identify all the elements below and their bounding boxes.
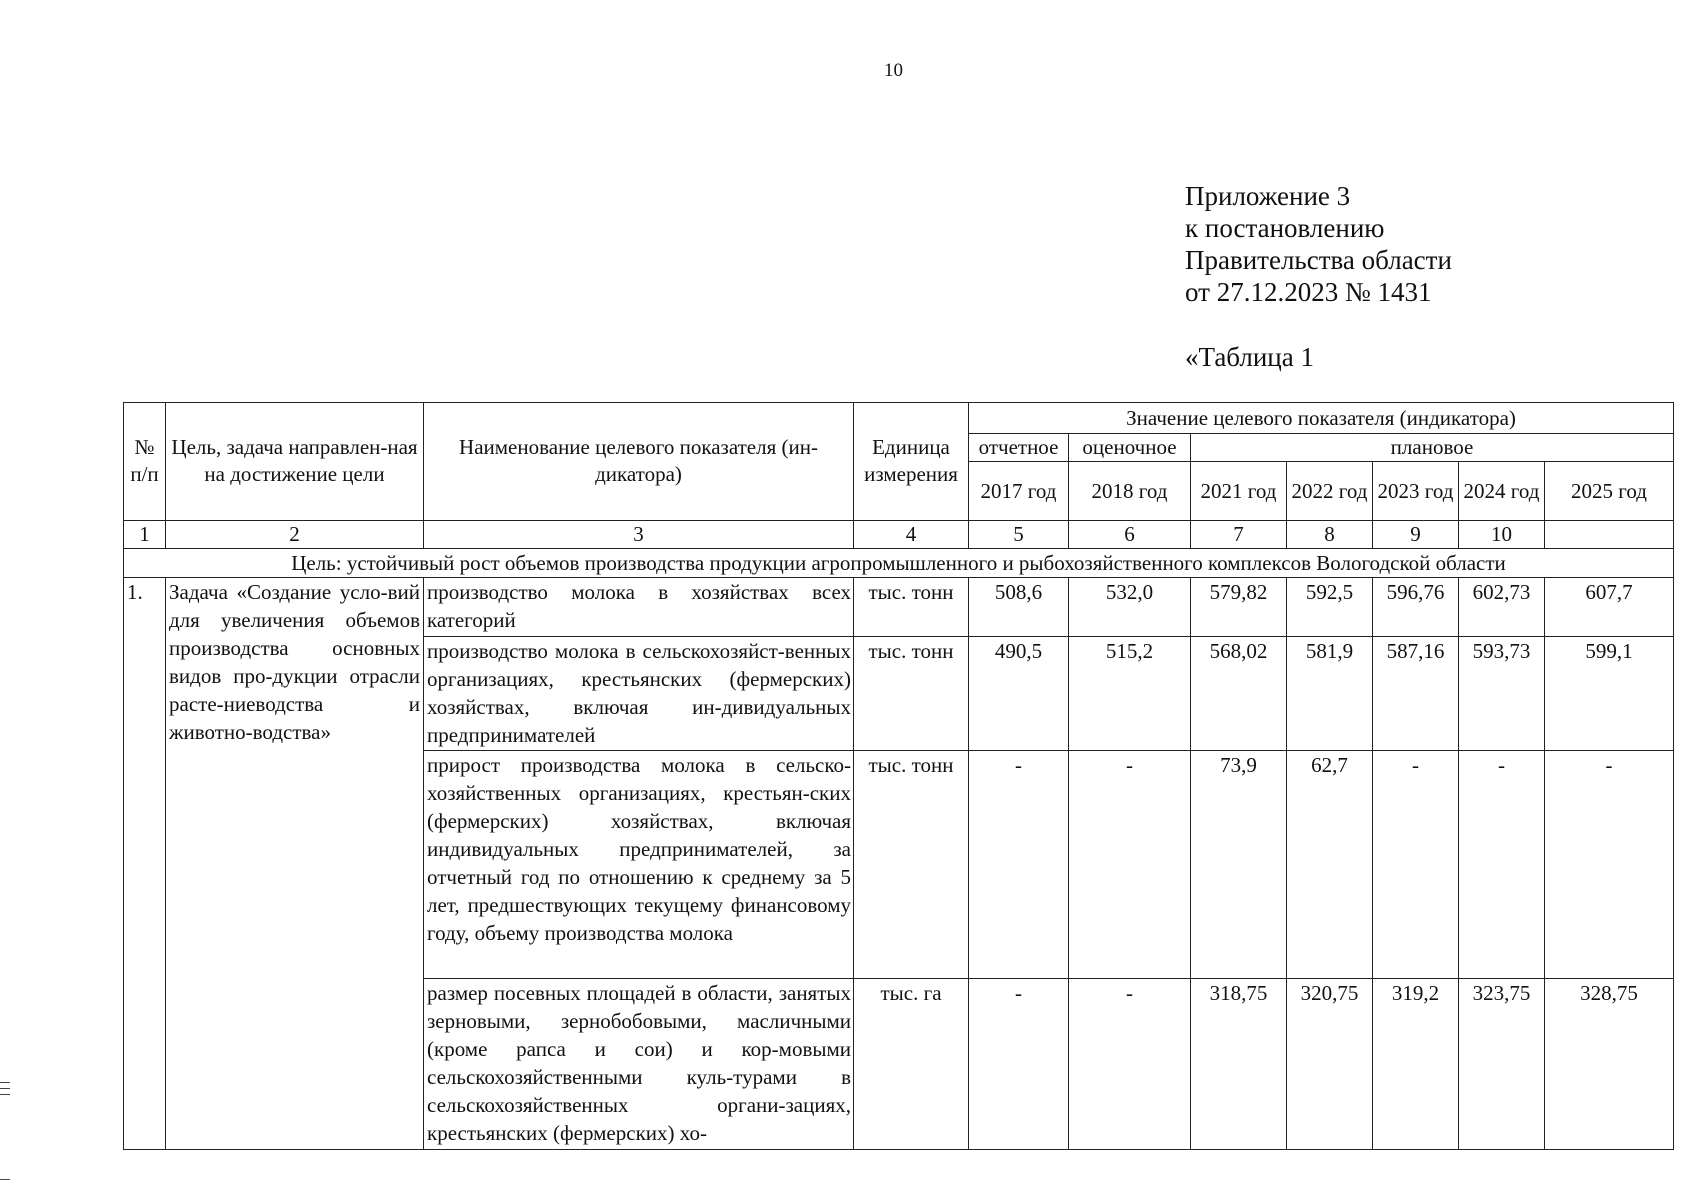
value-2023: 587,16 — [1373, 636, 1459, 751]
value-2017: 490,5 — [969, 636, 1069, 751]
unit-cell: тыс. тонн — [854, 751, 969, 979]
value-2017: - — [969, 978, 1069, 1149]
value-2023: 596,76 — [1373, 578, 1459, 636]
goal-row: Цель: устойчивый рост объемов производства продукции агропромышленного и рыбохозяйственного комплексов Вологодской области — [124, 548, 1674, 577]
indicator-name: производство молока в хозяйствах всех категорий — [424, 578, 854, 636]
scan-edge-mark — [0, 1179, 10, 1180]
header-year-2017: 2017 год — [969, 462, 1069, 520]
scan-edge-mark — [0, 1088, 10, 1089]
indicator-name: производство молока в сельскохозяйст-венных организациях, крестьянских (фермерских) хозяйствах, включая ин-дивидуальных предпринимателей — [424, 636, 854, 751]
column-number — [1545, 520, 1674, 548]
value-2024: - — [1459, 751, 1545, 979]
column-number: 4 — [854, 520, 969, 548]
value-2018: - — [1069, 751, 1191, 979]
value-2025: - — [1545, 751, 1674, 979]
value-2022: 320,75 — [1287, 978, 1373, 1149]
value-2024: 323,75 — [1459, 978, 1545, 1149]
header-year-2025: 2025 год — [1545, 462, 1674, 520]
appendix-block — [1185, 180, 1452, 308]
appendix-line: Приложение 3 — [1185, 181, 1351, 211]
header-year-2022: 2022 год — [1287, 462, 1373, 520]
value-2021: 73,9 — [1191, 751, 1287, 979]
appendix-line: к постановлению — [1185, 213, 1385, 243]
task-cell: Задача «Создание усло-вий для увеличения объемов производства основных видов про-дукции отрасли расте-ниеводства и животно-водства» — [166, 578, 424, 1150]
appendix-date-number: от 27.12.2023 № 1431 — [1185, 277, 1432, 307]
header-estimated: оценочное — [1069, 434, 1191, 462]
value-2018: - — [1069, 978, 1191, 1149]
column-number: 10 — [1459, 520, 1545, 548]
value-2018: 532,0 — [1069, 578, 1191, 636]
unit-cell: тыс. тонн — [854, 636, 969, 751]
column-number-row — [124, 520, 1674, 548]
column-number: 9 — [1373, 520, 1459, 548]
indicators-table — [123, 402, 1674, 1150]
unit-cell: тыс. га — [854, 978, 969, 1149]
page-number: 10 — [884, 60, 903, 81]
value-2025: 599,1 — [1545, 636, 1674, 751]
column-number: 8 — [1287, 520, 1373, 548]
header-year-2021: 2021 год — [1191, 462, 1287, 520]
value-2025: 607,7 — [1545, 578, 1674, 636]
column-number: 7 — [1191, 520, 1287, 548]
value-2023: - — [1373, 751, 1459, 979]
header-goal: Цель, задача направлен-ная на достижение цели — [166, 403, 424, 521]
column-number: 3 — [424, 520, 854, 548]
value-2018: 515,2 — [1069, 636, 1191, 751]
table-row — [124, 578, 1674, 636]
header-year-2024: 2024 год — [1459, 462, 1545, 520]
value-2024: 602,73 — [1459, 578, 1545, 636]
value-2023: 319,2 — [1373, 978, 1459, 1149]
column-number: 1 — [124, 520, 166, 548]
scan-edge-mark — [0, 1094, 10, 1095]
header-planned: плановое — [1191, 434, 1674, 462]
appendix-line: Правительства области — [1185, 245, 1452, 275]
value-2024: 593,73 — [1459, 636, 1545, 751]
header-value-group: Значение целевого показателя (индикатора) — [969, 403, 1674, 434]
value-2022: 62,7 — [1287, 751, 1373, 979]
unit-cell: тыс. тонн — [854, 578, 969, 636]
header-year-2018: 2018 год — [1069, 462, 1191, 520]
value-2021: 568,02 — [1191, 636, 1287, 751]
scan-edge-mark — [0, 1082, 10, 1083]
column-number: 6 — [1069, 520, 1191, 548]
value-2021: 318,75 — [1191, 978, 1287, 1149]
header-reported: отчетное — [969, 434, 1069, 462]
header-year-2023: 2023 год — [1373, 462, 1459, 520]
indicator-name: размер посевных площадей в области, занятых зерновыми, зернобобовыми, масличными (кроме рапса и сои) и кор-мовыми сельскохозяйственными куль-турами в сельскохозяйственных органи-зациях, крестьянских (фермерских) хо- — [424, 978, 854, 1149]
header-unit: Единица измерения — [854, 403, 969, 521]
column-number: 2 — [166, 520, 424, 548]
value-2022: 581,9 — [1287, 636, 1373, 751]
value-2017: - — [969, 751, 1069, 979]
value-2017: 508,6 — [969, 578, 1069, 636]
table-label: «Таблица 1 — [1185, 342, 1314, 372]
value-2025: 328,75 — [1545, 978, 1674, 1149]
column-number: 5 — [969, 520, 1069, 548]
row-number: 1. — [124, 578, 166, 1150]
header-indicator: Наименование целевого показателя (ин-дикатора) — [424, 403, 854, 521]
indicator-name: прирост производства молока в сельско-хозяйственных организациях, крестьян-ских (фермерских) хозяйствах, включая индивидуальных предпринимателей, за отчетный год по отношению к среднему за 5 лет, предшествующих текущему финансовому году, объему производства молока — [424, 751, 854, 979]
header-num: № п/п — [124, 403, 166, 521]
value-2022: 592,5 — [1287, 578, 1373, 636]
value-2021: 579,82 — [1191, 578, 1287, 636]
